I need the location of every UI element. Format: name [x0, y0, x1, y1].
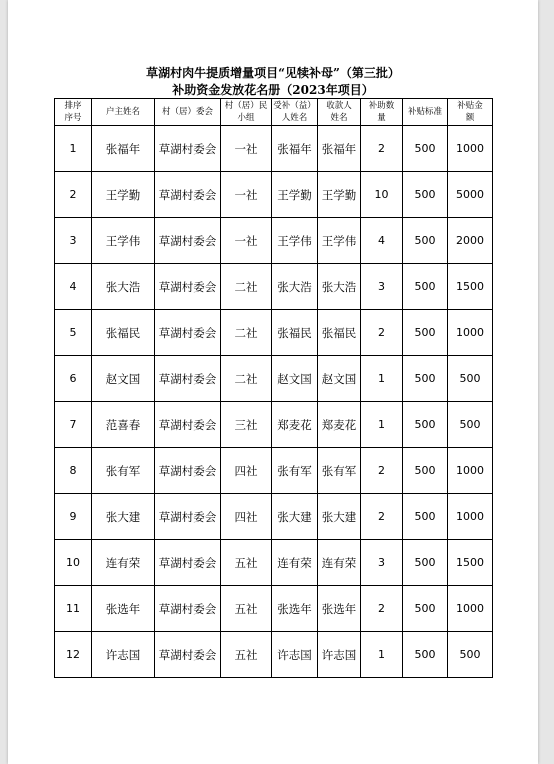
cell-villager-group: 五社	[221, 586, 272, 632]
cell-payee: 连有荣	[318, 540, 361, 586]
cell-village-committee: 草湖村委会	[155, 540, 221, 586]
cell-beneficiary: 连有荣	[272, 540, 318, 586]
cell-villager-group: 四社	[221, 494, 272, 540]
cell-payee: 张福民	[318, 310, 361, 356]
cell-quantity: 10	[361, 172, 403, 218]
table-row	[55, 586, 493, 632]
cell-seq: 1	[55, 126, 92, 172]
cell-villager-group: 二社	[221, 310, 272, 356]
cell-quantity: 2	[361, 494, 403, 540]
cell-beneficiary: 许志国	[272, 632, 318, 678]
cell-village-committee: 草湖村委会	[155, 310, 221, 356]
table-row	[55, 310, 493, 356]
cell-village-committee: 草湖村委会	[155, 402, 221, 448]
cell-beneficiary: 赵文国	[272, 356, 318, 402]
cell-village-committee: 草湖村委会	[155, 586, 221, 632]
cell-village-committee: 草湖村委会	[155, 172, 221, 218]
cell-seq: 4	[55, 264, 92, 310]
cell-householder: 张有军	[92, 448, 155, 494]
cell-householder: 张福年	[92, 126, 155, 172]
cell-standard: 500	[403, 310, 448, 356]
cell-standard: 500	[403, 448, 448, 494]
table-row	[55, 172, 493, 218]
cell-quantity: 2	[361, 448, 403, 494]
cell-village-committee: 草湖村委会	[155, 448, 221, 494]
cell-payee: 许志国	[318, 632, 361, 678]
cell-payee: 张大浩	[318, 264, 361, 310]
header-standard: 补贴标准	[403, 99, 448, 126]
table-header-row	[55, 99, 493, 126]
cell-beneficiary: 郑麦花	[272, 402, 318, 448]
cell-amount: 1000	[448, 586, 493, 632]
cell-seq: 10	[55, 540, 92, 586]
cell-householder: 王学伟	[92, 218, 155, 264]
header-village-committee: 村（居）委会	[155, 99, 221, 126]
cell-standard: 500	[403, 172, 448, 218]
cell-standard: 500	[403, 586, 448, 632]
cell-amount: 1000	[448, 448, 493, 494]
cell-beneficiary: 王学勤	[272, 172, 318, 218]
cell-householder: 张大建	[92, 494, 155, 540]
cell-householder: 范喜春	[92, 402, 155, 448]
cell-quantity: 2	[361, 126, 403, 172]
cell-beneficiary: 张有军	[272, 448, 318, 494]
cell-amount: 1500	[448, 540, 493, 586]
cell-seq: 3	[55, 218, 92, 264]
cell-standard: 500	[403, 218, 448, 264]
cell-seq: 6	[55, 356, 92, 402]
cell-amount: 1000	[448, 310, 493, 356]
cell-payee: 张有军	[318, 448, 361, 494]
cell-standard: 500	[403, 356, 448, 402]
cell-villager-group: 二社	[221, 264, 272, 310]
cell-beneficiary: 张福年	[272, 126, 318, 172]
cell-payee: 张大建	[318, 494, 361, 540]
cell-quantity: 1	[361, 356, 403, 402]
cell-beneficiary: 张大浩	[272, 264, 318, 310]
header-payee: 收款人 姓名	[318, 99, 361, 126]
cell-amount: 1000	[448, 494, 493, 540]
cell-standard: 500	[403, 126, 448, 172]
table-row	[55, 402, 493, 448]
cell-beneficiary: 张选年	[272, 586, 318, 632]
header-householder: 户主姓名	[92, 99, 155, 126]
cell-amount: 5000	[448, 172, 493, 218]
cell-payee: 郑麦花	[318, 402, 361, 448]
cell-quantity: 2	[361, 586, 403, 632]
cell-payee: 赵文国	[318, 356, 361, 402]
cell-householder: 张福民	[92, 310, 155, 356]
cell-amount: 500	[448, 632, 493, 678]
document-subtitle: 补助资金发放花名册（2023年项目）	[172, 83, 374, 97]
cell-villager-group: 一社	[221, 218, 272, 264]
cell-payee: 张福年	[318, 126, 361, 172]
cell-quantity: 1	[361, 632, 403, 678]
cell-seq: 12	[55, 632, 92, 678]
table-row	[55, 632, 493, 678]
cell-householder: 张选年	[92, 586, 155, 632]
cell-standard: 500	[403, 632, 448, 678]
header-beneficiary: 受补（益） 人姓名	[272, 99, 318, 126]
header-quantity: 补助数 量	[361, 99, 403, 126]
cell-villager-group: 五社	[221, 540, 272, 586]
table-row	[55, 494, 493, 540]
cell-beneficiary: 王学伟	[272, 218, 318, 264]
document-title: 草湖村肉牛提质增量项目“见犊补母”（第三批）	[146, 66, 400, 80]
table-row	[55, 540, 493, 586]
cell-householder: 连有荣	[92, 540, 155, 586]
cell-amount: 500	[448, 402, 493, 448]
header-villager-group: 村（居）民 小组	[221, 99, 272, 126]
subsidy-roster-table	[54, 98, 493, 678]
table-row	[55, 356, 493, 402]
cell-amount: 2000	[448, 218, 493, 264]
cell-villager-group: 三社	[221, 402, 272, 448]
cell-householder: 王学勤	[92, 172, 155, 218]
document-page	[8, 0, 538, 764]
cell-amount: 1000	[448, 126, 493, 172]
cell-standard: 500	[403, 494, 448, 540]
cell-village-committee: 草湖村委会	[155, 218, 221, 264]
cell-payee: 张选年	[318, 586, 361, 632]
table-row	[55, 126, 493, 172]
cell-seq: 2	[55, 172, 92, 218]
header-amount: 补贴金 额	[448, 99, 493, 126]
cell-householder: 许志国	[92, 632, 155, 678]
cell-village-committee: 草湖村委会	[155, 356, 221, 402]
table-row	[55, 264, 493, 310]
table-row	[55, 448, 493, 494]
cell-quantity: 1	[361, 402, 403, 448]
cell-standard: 500	[403, 264, 448, 310]
cell-householder: 张大浩	[92, 264, 155, 310]
cell-standard: 500	[403, 540, 448, 586]
cell-seq: 9	[55, 494, 92, 540]
cell-amount: 500	[448, 356, 493, 402]
cell-villager-group: 一社	[221, 126, 272, 172]
cell-beneficiary: 张福民	[272, 310, 318, 356]
cell-standard: 500	[403, 402, 448, 448]
cell-villager-group: 二社	[221, 356, 272, 402]
cell-village-committee: 草湖村委会	[155, 632, 221, 678]
cell-beneficiary: 张大建	[272, 494, 318, 540]
cell-seq: 11	[55, 586, 92, 632]
cell-amount: 1500	[448, 264, 493, 310]
cell-seq: 5	[55, 310, 92, 356]
header-seq: 排序 序号	[55, 99, 92, 126]
cell-payee: 王学伟	[318, 218, 361, 264]
cell-villager-group: 五社	[221, 632, 272, 678]
table-row	[55, 218, 493, 264]
cell-quantity: 4	[361, 218, 403, 264]
cell-seq: 8	[55, 448, 92, 494]
cell-village-committee: 草湖村委会	[155, 126, 221, 172]
cell-quantity: 3	[361, 264, 403, 310]
cell-quantity: 2	[361, 310, 403, 356]
cell-villager-group: 一社	[221, 172, 272, 218]
cell-villager-group: 四社	[221, 448, 272, 494]
cell-village-committee: 草湖村委会	[155, 494, 221, 540]
cell-quantity: 3	[361, 540, 403, 586]
cell-householder: 赵文国	[92, 356, 155, 402]
cell-payee: 王学勤	[318, 172, 361, 218]
cell-village-committee: 草湖村委会	[155, 264, 221, 310]
cell-seq: 7	[55, 402, 92, 448]
